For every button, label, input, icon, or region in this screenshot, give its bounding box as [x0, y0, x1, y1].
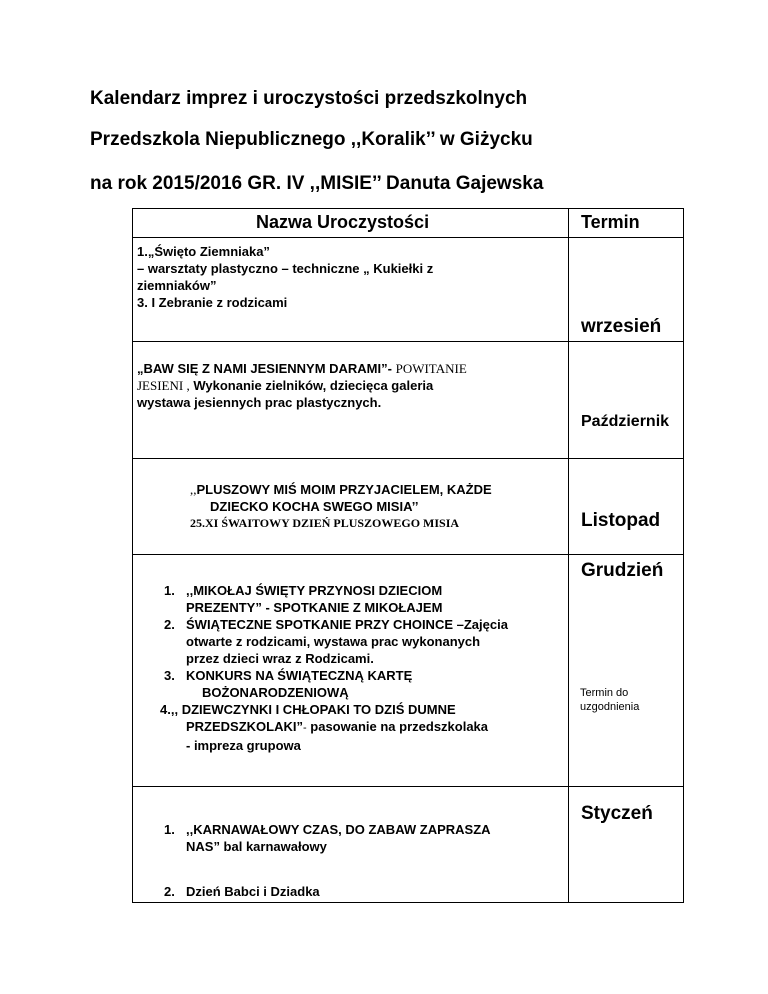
text-segment: „BAW SIĘ Z NAMI JESIENNYM DARAMI”- — [137, 361, 392, 376]
text-segment: POWITANIE — [395, 361, 467, 376]
row-text-line: ,,KARNAWAŁOWY CZAS, DO ZABAW ZAPRASZA — [186, 822, 491, 837]
row-text-line: Dzień Babci i Dziadka — [186, 884, 320, 899]
row-divider — [132, 458, 684, 459]
term-october: Październik — [581, 413, 670, 430]
list-item — [164, 582, 568, 616]
row-text-line: ŚWIĄTECZNE SPOTKANIE PRZY CHOINCE –Zajęcia — [186, 617, 508, 632]
row-text-line: PREZENTY” - SPOTKANIE Z MIKOŁAJEM — [186, 600, 443, 615]
item-number: 4.,, — [160, 702, 179, 717]
row-text-line: przez dzieci wraz z Rodzicami. — [186, 651, 374, 666]
row-text-line: DZIEWCZYNKI I CHŁOPAKI TO DZIŚ DUMNE — [181, 702, 456, 717]
row-text-line: ziemniaków” — [137, 278, 217, 293]
row-january-content — [164, 821, 568, 900]
row-text-line: BOŻONARODZENIOWĄ — [202, 685, 349, 700]
row-text-line: 3. I Zebranie z rodzicami — [137, 295, 288, 310]
row-divider — [132, 554, 684, 555]
row-text-line: 25.XI ŚWAITOWY DZIEŃ PLUSZOWEGO MISIA — [190, 516, 460, 530]
text-segment: pasowanie na przedszkolaka — [306, 719, 489, 734]
item-number: 1. — [164, 583, 175, 598]
row-text-line: KONKURS NA ŚWIĄTECZNĄ KARTĘ — [186, 668, 413, 683]
title-line-2: Przedszkola Niepublicznego ,,Koralik’’ w Giżycku — [90, 129, 533, 150]
row-text-line: NAS” bal karnawałowy — [186, 839, 327, 854]
list-item — [164, 883, 568, 900]
row-text-line: wystawa jesiennych prac plastycznych. — [137, 395, 382, 410]
events-table — [132, 208, 684, 903]
row-november-content — [190, 481, 565, 532]
row-text-line — [190, 481, 565, 498]
list-item — [164, 667, 568, 701]
row-text-line: ,,MIKOŁAJ ŚWIĘTY PRZYNOSI DZIECIOM — [186, 583, 443, 598]
row-text-line: DZIECKO KOCHA SWEGO MISIA’’ — [210, 499, 419, 514]
title-line-3: na rok 2015/2016 GR. IV ,,MISIE’’ Danuta Gajewska — [90, 173, 544, 194]
row-text-line: - impreza grupowa — [186, 738, 301, 753]
term-december: Grudzień — [581, 560, 664, 581]
table-border — [132, 208, 684, 903]
text-segment: JESIENI , — [137, 378, 190, 393]
text-segment: PLUSZOWY MIŚ MOIM PRZYJACIELEM, KAŻDE — [196, 482, 492, 497]
list-item — [164, 616, 568, 667]
term-note: Termin do uzgodnienia — [580, 687, 640, 713]
term-january: Styczeń — [581, 803, 653, 824]
header-name: Nazwa Uroczystości — [256, 212, 430, 232]
title-line-1: Kalendarz imprez i uroczystości przedszkolnych — [90, 88, 528, 109]
item-number: 1. — [164, 822, 175, 837]
row-text-line — [160, 718, 568, 737]
row-october-content — [137, 360, 565, 411]
row-text-line — [137, 360, 565, 377]
row-divider — [132, 237, 684, 238]
item-number: 2. — [164, 884, 175, 899]
text-segment: - — [303, 722, 307, 734]
list-item — [164, 821, 568, 855]
term-november: Listopad — [581, 510, 661, 531]
row-divider — [132, 341, 684, 342]
row-december-content — [160, 582, 568, 754]
row-text-line: 1.„Święto Ziemniaka” — [137, 244, 270, 259]
text-segment: PRZEDSZKOLAKI” — [186, 719, 303, 734]
header-term: Termin — [581, 212, 640, 232]
item-number: 2. — [164, 617, 175, 632]
term-september: wrzesień — [581, 316, 662, 337]
item-number: 3. — [164, 668, 175, 683]
row-september-content — [137, 243, 557, 311]
row-text-line: otwarte z rodzicami, wystawa prac wykonanych — [186, 634, 481, 649]
column-divider — [568, 208, 569, 903]
text-segment: Wykonanie zielników, dziecięca galeria — [193, 378, 434, 393]
list-item — [160, 701, 568, 754]
row-divider — [132, 786, 684, 787]
text-segment: ,, — [190, 482, 197, 497]
row-text-line: – warsztaty plastyczno – techniczne „ Kukiełki z — [137, 261, 434, 276]
row-text-line — [137, 377, 565, 394]
